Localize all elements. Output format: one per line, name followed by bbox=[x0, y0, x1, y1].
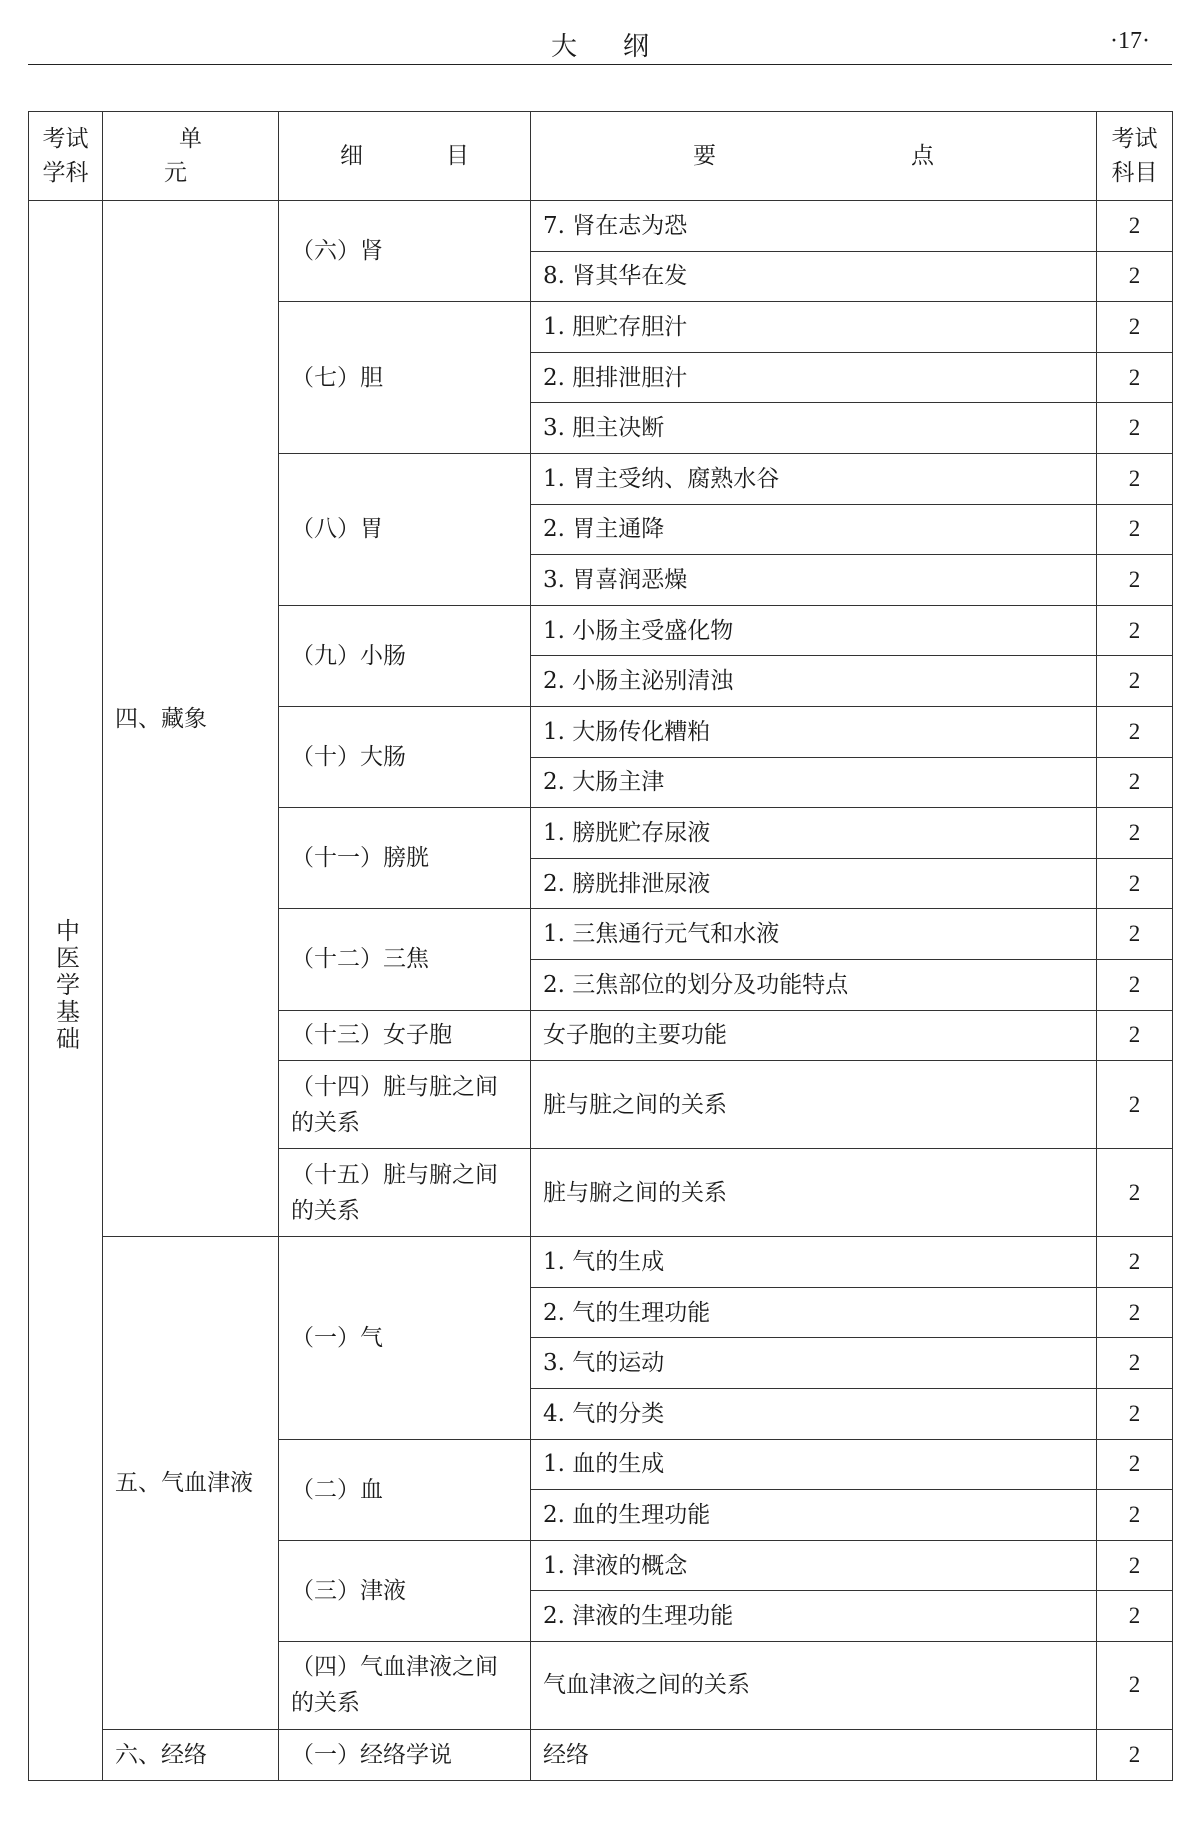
header-unit: 单 元 bbox=[103, 112, 279, 201]
exam-level-cell: 2 bbox=[1097, 1338, 1173, 1389]
table-row bbox=[29, 201, 1173, 252]
point-cell: 1. 小肠主受盛化物 bbox=[531, 605, 1097, 656]
exam-level-cell: 2 bbox=[1097, 1490, 1173, 1541]
point-cell: 女子胞的主要功能 bbox=[531, 1010, 1097, 1061]
exam-level-cell: 2 bbox=[1097, 1061, 1173, 1149]
exam-level-cell: 2 bbox=[1097, 403, 1173, 454]
point-cell: 2. 小肠主泌别清浊 bbox=[531, 656, 1097, 707]
unit-cell: 四、藏象 bbox=[103, 201, 279, 1237]
exam-level-cell: 2 bbox=[1097, 605, 1173, 656]
detail-cell: （十五）脏与腑之间的关系 bbox=[279, 1149, 531, 1237]
unit-cell: 六、经络 bbox=[103, 1729, 279, 1780]
point-cell: 1. 胃主受纳、腐熟水谷 bbox=[531, 453, 1097, 504]
header-exam-level: 考试科目 bbox=[1097, 112, 1173, 201]
exam-level-cell: 2 bbox=[1097, 858, 1173, 909]
table-row bbox=[29, 1237, 1173, 1288]
exam-level-cell: 2 bbox=[1097, 909, 1173, 960]
point-cell: 2. 津液的生理功能 bbox=[531, 1591, 1097, 1642]
point-cell: 脏与脏之间的关系 bbox=[531, 1061, 1097, 1149]
exam-level-cell: 2 bbox=[1097, 959, 1173, 1010]
detail-cell: （三）津液 bbox=[279, 1540, 531, 1641]
table-body bbox=[29, 201, 1173, 1781]
point-cell: 2. 胆排泄胆汁 bbox=[531, 352, 1097, 403]
detail-cell: （一）经络学说 bbox=[279, 1729, 531, 1780]
detail-cell: （九）小肠 bbox=[279, 605, 531, 706]
point-cell: 1. 血的生成 bbox=[531, 1439, 1097, 1490]
detail-cell: （八）胃 bbox=[279, 453, 531, 605]
exam-level-cell: 2 bbox=[1097, 302, 1173, 353]
exam-level-cell: 2 bbox=[1097, 706, 1173, 757]
detail-cell: （七）胆 bbox=[279, 302, 531, 454]
point-cell: 3. 气的运动 bbox=[531, 1338, 1097, 1389]
detail-cell: （一）气 bbox=[279, 1237, 531, 1439]
point-cell: 3. 胃喜润恶燥 bbox=[531, 555, 1097, 606]
point-cell: 1. 胆贮存胆汁 bbox=[531, 302, 1097, 353]
detail-cell: （四）气血津液之间的关系 bbox=[279, 1641, 531, 1729]
header-detail: 细 目 bbox=[279, 112, 531, 201]
exam-level-cell: 2 bbox=[1097, 251, 1173, 302]
unit-cell: 五、气血津液 bbox=[103, 1237, 279, 1730]
point-cell: 1. 大肠传化糟粕 bbox=[531, 706, 1097, 757]
detail-cell: （二）血 bbox=[279, 1439, 531, 1540]
exam-level-cell: 2 bbox=[1097, 1237, 1173, 1288]
detail-cell: （六）肾 bbox=[279, 201, 531, 302]
header-points: 要 点 bbox=[531, 112, 1097, 201]
point-cell: 1. 膀胱贮存尿液 bbox=[531, 808, 1097, 859]
subject-label: 中医学基础 bbox=[51, 917, 80, 1053]
point-cell: 3. 胆主决断 bbox=[531, 403, 1097, 454]
exam-level-cell: 2 bbox=[1097, 1439, 1173, 1490]
detail-cell: （十二）三焦 bbox=[279, 909, 531, 1010]
point-cell: 2. 气的生理功能 bbox=[531, 1287, 1097, 1338]
point-cell: 脏与腑之间的关系 bbox=[531, 1149, 1097, 1237]
point-cell: 2. 大肠主津 bbox=[531, 757, 1097, 808]
exam-level-cell: 2 bbox=[1097, 1010, 1173, 1061]
syllabus-table bbox=[28, 111, 1173, 1781]
page-number: ·17· bbox=[1110, 28, 1150, 54]
exam-level-cell: 2 bbox=[1097, 1729, 1173, 1780]
exam-level-cell: 2 bbox=[1097, 504, 1173, 555]
header-subject: 考试学科 bbox=[29, 112, 103, 201]
detail-cell: （十一）膀胱 bbox=[279, 808, 531, 909]
point-cell: 1. 三焦通行元气和水液 bbox=[531, 909, 1097, 960]
detail-cell: （十四）脏与脏之间的关系 bbox=[279, 1061, 531, 1149]
point-cell: 4. 气的分类 bbox=[531, 1388, 1097, 1439]
exam-level-cell: 2 bbox=[1097, 352, 1173, 403]
point-cell: 1. 气的生成 bbox=[531, 1237, 1097, 1288]
point-cell: 气血津液之间的关系 bbox=[531, 1641, 1097, 1729]
exam-level-cell: 2 bbox=[1097, 808, 1173, 859]
exam-level-cell: 2 bbox=[1097, 1287, 1173, 1338]
point-cell: 1. 津液的概念 bbox=[531, 1540, 1097, 1591]
exam-level-cell: 2 bbox=[1097, 1641, 1173, 1729]
page-header bbox=[28, 24, 1172, 65]
exam-level-cell: 2 bbox=[1097, 1591, 1173, 1642]
point-cell: 经络 bbox=[531, 1729, 1097, 1780]
point-cell: 2. 血的生理功能 bbox=[531, 1490, 1097, 1541]
exam-level-cell: 2 bbox=[1097, 656, 1173, 707]
detail-cell: （十）大肠 bbox=[279, 706, 531, 807]
point-cell: 2. 膀胱排泄尿液 bbox=[531, 858, 1097, 909]
exam-level-cell: 2 bbox=[1097, 201, 1173, 252]
exam-level-cell: 2 bbox=[1097, 1149, 1173, 1237]
table-row bbox=[29, 1729, 1173, 1780]
point-cell: 2. 胃主通降 bbox=[531, 504, 1097, 555]
exam-level-cell: 2 bbox=[1097, 1540, 1173, 1591]
header-title: 大纲 bbox=[550, 32, 695, 62]
exam-level-cell: 2 bbox=[1097, 757, 1173, 808]
exam-level-cell: 2 bbox=[1097, 453, 1173, 504]
point-cell: 2. 三焦部位的划分及功能特点 bbox=[531, 959, 1097, 1010]
table-header-row bbox=[29, 112, 1173, 201]
exam-level-cell: 2 bbox=[1097, 1388, 1173, 1439]
exam-level-cell: 2 bbox=[1097, 555, 1173, 606]
detail-cell: （十三）女子胞 bbox=[279, 1010, 531, 1061]
point-cell: 8. 肾其华在发 bbox=[531, 251, 1097, 302]
subject-cell bbox=[29, 201, 103, 1781]
point-cell: 7. 肾在志为恐 bbox=[531, 201, 1097, 252]
